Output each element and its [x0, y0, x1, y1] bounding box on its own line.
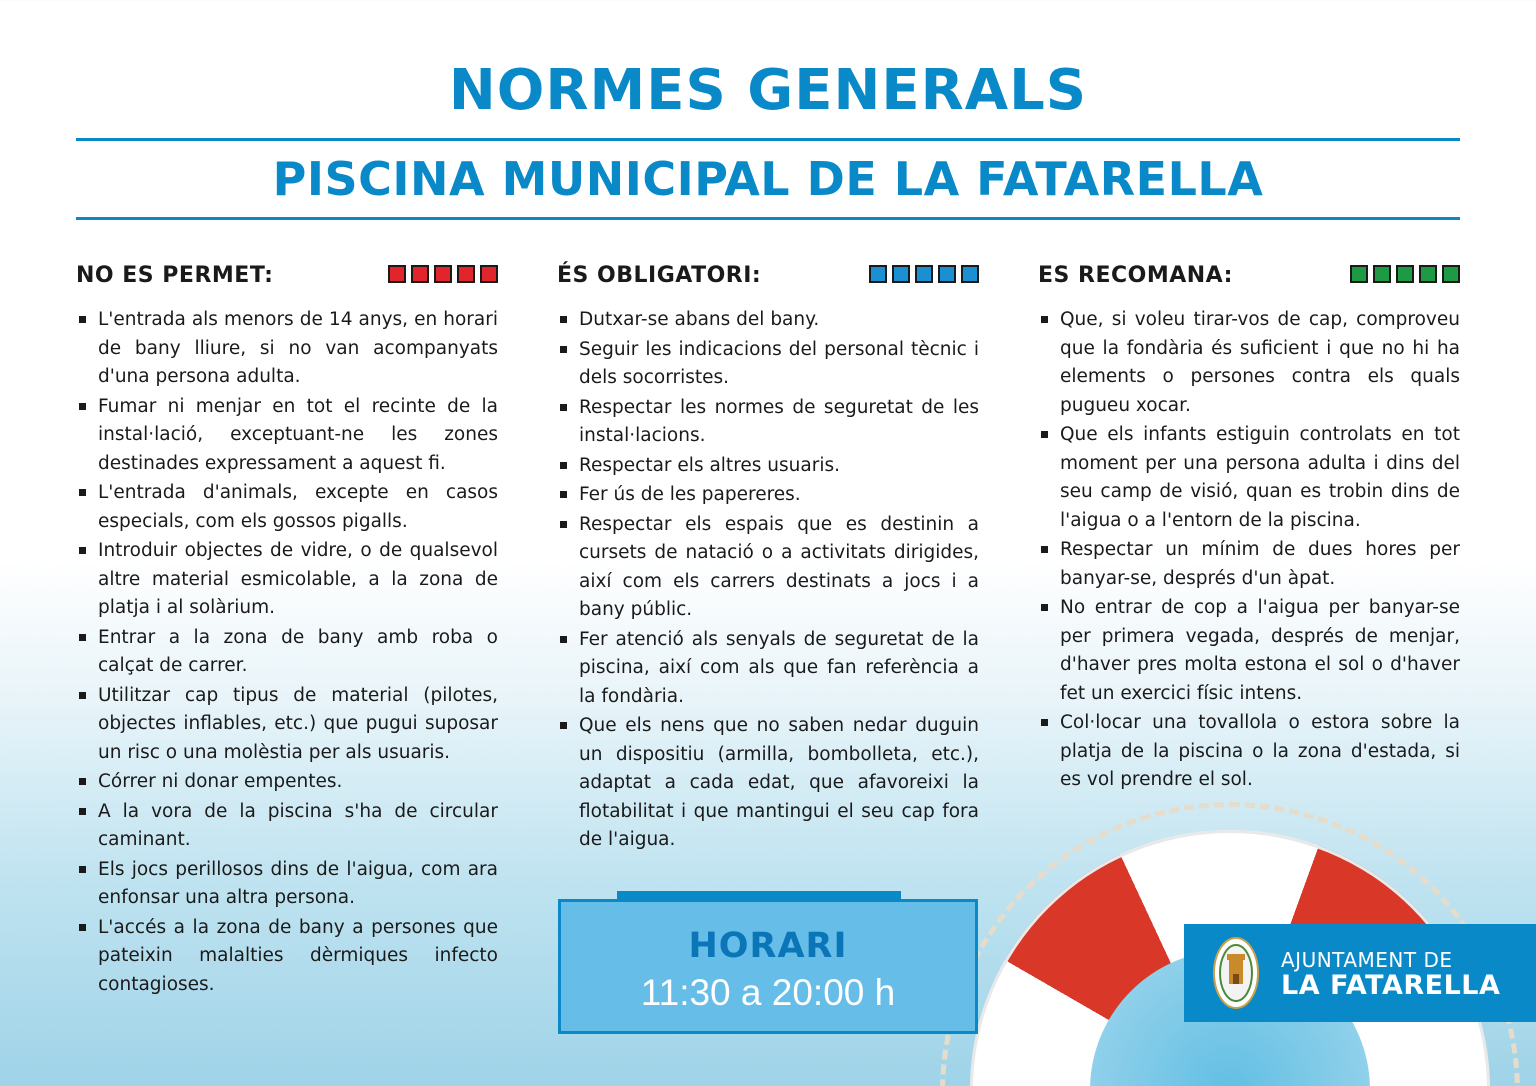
- rule-text: Respectar els altres usuaris.: [579, 454, 840, 476]
- list-item: [76, 798, 498, 855]
- color-square: [1442, 265, 1460, 283]
- title-divider-top: [76, 138, 1460, 141]
- bullet-icon: [1041, 604, 1048, 611]
- list-item: [1038, 421, 1460, 535]
- color-square: [892, 265, 910, 283]
- color-square: [1373, 265, 1391, 283]
- rule-text: No entrar de cop a l'aigua per banyar-se per primera vegada, després de menjar, d'haver pres molta estona el sol o d'haver fet un exercici físic intens.: [1060, 597, 1460, 704]
- rule-text: Seguir les indicacions del personal tècnic i dels socorristes.: [579, 338, 979, 388]
- bullet-icon: [1041, 719, 1048, 726]
- color-square: [938, 265, 956, 283]
- list-item: [557, 306, 979, 335]
- color-square: [434, 265, 452, 283]
- rule-text: Respectar un mínim de dues hores per banyar-se, després d'un àpat.: [1060, 539, 1460, 589]
- color-square: [1350, 265, 1368, 283]
- bullet-icon: [560, 462, 567, 469]
- rule-text: Que els infants estiguin controlats en tot moment per una persona adulta i dins del seu camp de visió, quan es trobin dins de l'aigua o a l'entorn de la piscina.: [1060, 424, 1460, 531]
- column-header: [557, 262, 979, 292]
- coat-of-arms-icon: [1212, 936, 1260, 1010]
- color-square: [480, 265, 498, 283]
- bullet-icon: [560, 404, 567, 411]
- bullet-icon: [560, 722, 567, 729]
- list-item: [557, 452, 979, 481]
- rule-text: Córrer ni donar empentes.: [98, 771, 343, 792]
- color-square: [915, 265, 933, 283]
- bullet-icon: [560, 491, 567, 498]
- rule-text: Utilitzar cap tipus de material (pilotes, objectes inflables, etc.) que pugui suposar un risc o una molèstia per als usuaris.: [98, 684, 498, 763]
- list-item: [76, 537, 498, 623]
- list-item: [76, 682, 498, 768]
- bullet-icon: [560, 316, 567, 323]
- list-item: [76, 306, 498, 392]
- column-heading: ÉS OBLIGATORI:: [557, 263, 762, 288]
- list-item: [557, 394, 979, 451]
- rule-list: [557, 306, 979, 855]
- bullet-icon: [79, 692, 86, 699]
- bullet-icon: [560, 346, 567, 353]
- rule-text: Introduir objectes de vidre, o de qualsevol altre material esmicolable, a la zona de platja i al solàrium.: [98, 540, 498, 618]
- list-item: [76, 914, 498, 1000]
- schedule-box: [558, 899, 978, 1034]
- color-square: [388, 265, 406, 283]
- rule-text: L'entrada als menors de 14 anys, en horari de bany lliure, si no van acompanyats d'una persona adulta.: [98, 309, 498, 387]
- bullet-icon: [1041, 546, 1048, 553]
- color-square: [961, 265, 979, 283]
- rule-text: L'accés a la zona de bany a persones que pateixin malalties dèrmiques infecto contagioses.: [98, 916, 498, 995]
- column-header: [76, 262, 498, 292]
- column-not-allowed: [76, 262, 498, 1000]
- bullet-icon: [1041, 431, 1048, 438]
- list-item: [557, 712, 979, 855]
- list-item: [76, 393, 498, 479]
- list-item: [1038, 536, 1460, 593]
- brand-line-1: AJUNTAMENT DE: [1281, 948, 1453, 972]
- list-item: [76, 624, 498, 681]
- list-item: [76, 856, 498, 913]
- rule-text: L'entrada d'animals, excepte en casos especials, com els gossos pigalls.: [98, 482, 498, 532]
- rule-text: Els jocs perillosos dins de l'aigua, com ara enfonsar una altra persona.: [98, 858, 498, 908]
- color-square: [457, 265, 475, 283]
- rule-text: A la vora de la piscina s'ha de circular caminant.: [98, 800, 498, 850]
- bullet-icon: [79, 924, 86, 931]
- rule-text: Fer ús de les papereres.: [579, 484, 801, 505]
- rule-text: Respectar els espais que es destinin a cursets de natació o a activitats dirigides, així com els carrers destinats a jocs i a bany públic.: [579, 513, 979, 620]
- title-divider-bottom: [76, 217, 1460, 220]
- color-squares: [388, 265, 498, 283]
- rule-text: Col·locar una tovallola o estora sobre la platja de la piscina o la zona d'estada, si es vol prendre el sol.: [1060, 712, 1460, 790]
- column-mandatory: [557, 262, 979, 856]
- list-item: [76, 768, 498, 797]
- rule-text: Entrar a la zona de bany amb roba o calçat de carrer.: [98, 626, 498, 676]
- main-title: NORMES GENERALS: [448, 58, 1088, 123]
- rule-text: Fumar ni menjar en tot el recinte de la instal·lació, exceptuant-ne les zones destinades expressament a aquest fi.: [98, 395, 498, 474]
- color-square: [1396, 265, 1414, 283]
- list-item: [557, 336, 979, 393]
- color-square: [869, 265, 887, 283]
- list-item: [76, 479, 498, 536]
- list-item: [1038, 594, 1460, 708]
- rule-list: [76, 306, 498, 999]
- list-item: [557, 511, 979, 625]
- list-item: [1038, 306, 1460, 420]
- bullet-icon: [79, 808, 86, 815]
- bullet-icon: [1041, 316, 1048, 323]
- rule-text: Respectar les normes de seguretat de les instal·lacions.: [579, 396, 979, 446]
- list-item: [557, 626, 979, 712]
- bullet-icon: [560, 521, 567, 528]
- schedule-time: 11:30 a 20:00 h: [640, 972, 896, 1013]
- list-item: [1038, 709, 1460, 795]
- column-heading: ES RECOMANA:: [1038, 263, 1233, 288]
- rule-text: Que els nens que no saben nedar duguin un dispositiu (armilla, bombolleta, etc.), adaptat a cada edat, que afavoreixi la flotabilitat i que mantingui el seu cap fora de l'aigua.: [579, 715, 979, 850]
- rule-list: [1038, 306, 1460, 795]
- rule-text: Fer atenció als senyals de seguretat de la piscina, així com als que fan referència a la fondària.: [579, 628, 979, 707]
- town-council-logo: [1184, 924, 1536, 1022]
- color-square: [1419, 265, 1437, 283]
- schedule-label: HORARI: [688, 926, 848, 966]
- color-square: [411, 265, 429, 283]
- bullet-icon: [79, 778, 86, 785]
- column-recommended: [1038, 262, 1460, 796]
- subtitle: PISCINA MUNICIPAL DE LA FATARELLA: [272, 152, 1264, 206]
- color-squares: [869, 265, 979, 283]
- column-heading: NO ES PERMET:: [76, 263, 274, 288]
- bullet-icon: [79, 547, 86, 554]
- bullet-icon: [560, 636, 567, 643]
- color-squares: [1350, 265, 1460, 283]
- bullet-icon: [79, 316, 86, 323]
- rule-text: Que, si voleu tirar-vos de cap, comproveu que la fondària és suficient i que no hi ha elements o persones contra els quals pugueu xocar.: [1060, 309, 1460, 416]
- brand-line-2: LA FATARELLA: [1281, 970, 1501, 1001]
- bullet-icon: [79, 489, 86, 496]
- bullet-icon: [79, 403, 86, 410]
- column-header: [1038, 262, 1460, 292]
- bullet-icon: [79, 866, 86, 873]
- list-item: [557, 481, 979, 510]
- bullet-icon: [79, 634, 86, 641]
- rule-text: Dutxar-se abans del bany.: [579, 309, 820, 330]
